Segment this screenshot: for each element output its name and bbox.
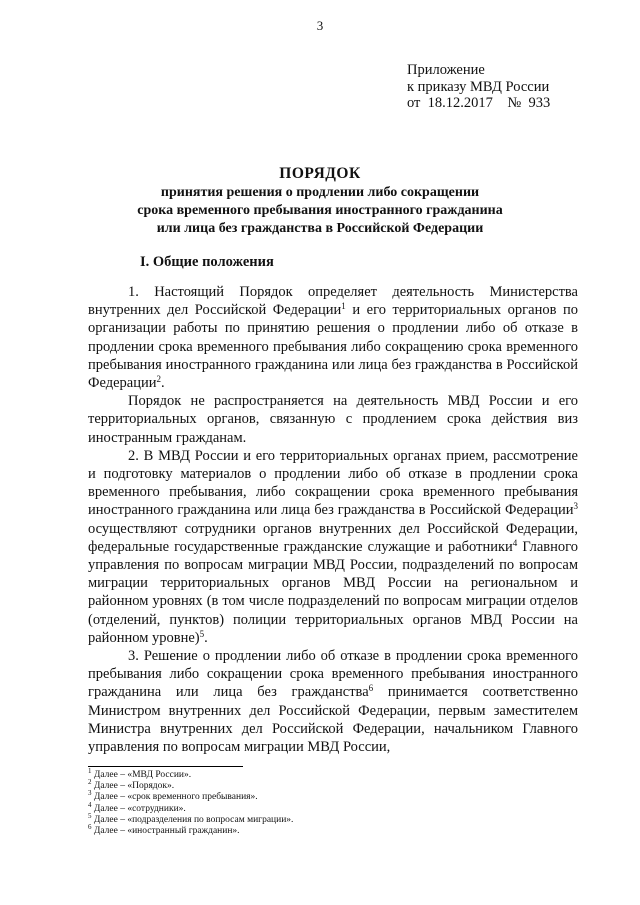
paragraph-3 bbox=[88, 447, 578, 647]
footnote bbox=[88, 767, 293, 781]
footnotes bbox=[88, 767, 294, 837]
order-number: 933 bbox=[528, 95, 551, 111]
number-prefix: № bbox=[507, 95, 522, 111]
appendix-order-ref: к приказу МВД России bbox=[407, 78, 550, 95]
body-text bbox=[88, 283, 578, 756]
footnote-number: 5 bbox=[88, 811, 92, 820]
paragraph-2: Порядок не распространяется на деятельность МВД России и его территориальных органов, связанную с продлением срока действия виз иностранным гражданам. bbox=[88, 393, 578, 446]
footnote-text: Далее – «подразделения по вопросам миграции». bbox=[93, 814, 294, 825]
title-line-1: принятия решения о продлении либо сокращении bbox=[160, 185, 480, 200]
footnote bbox=[88, 778, 293, 792]
paragraph-3-text-c: Главного управления по вопросам миграции МВД России, подразделений по вопросам миграции территориальных органов МВД России на региональном и районном уровнях (в том числе подразделений по вопросам миграции отделов (отделений, пунктов) полиции территориальных органов МВД России на районном уровне) bbox=[88, 538, 578, 646]
paragraph-1-text-a: 1. Настоящий Порядок определяет деятельность Министерства внутренних дел Российской Федерации bbox=[88, 284, 578, 319]
footnote-ref-4: 4 bbox=[512, 537, 518, 548]
footnote-text: Далее – «МВД России». bbox=[93, 770, 192, 780]
footnote-text: Далее – «Порядок». bbox=[93, 781, 175, 792]
document-title bbox=[0, 164, 640, 238]
date-prefix: от bbox=[407, 95, 421, 111]
footnote bbox=[88, 800, 293, 815]
footnote-number: 6 bbox=[88, 823, 92, 832]
paragraph-4 bbox=[88, 647, 578, 756]
footnote-ref-2: 2 bbox=[156, 374, 161, 385]
paragraph-1-text-c: . bbox=[160, 375, 165, 392]
paragraph-1-text-b: и его территориальных органов по организации работы по принятию решения о продлении либо об отказе в продлении срока временного пребывания либо сокращению срока временного пребывания иностранного гражданина или лица без гражданства в Российской Федерации bbox=[88, 302, 578, 392]
footnote-number: 2 bbox=[88, 778, 92, 787]
page-number: 3 bbox=[316, 18, 324, 33]
footnote-text: Далее – «иностранный гражданин». bbox=[93, 826, 240, 837]
footnote-divider bbox=[88, 766, 243, 767]
footnote-ref-6: 6 bbox=[368, 683, 374, 694]
title-line-3: или лица без гражданства в Российской Федерации bbox=[156, 221, 484, 236]
footnote-text: Далее – «сотрудники». bbox=[93, 803, 186, 814]
appendix-date-line bbox=[407, 95, 550, 112]
title-line-2: срока временного пребывания иностранного гражданина bbox=[137, 203, 503, 218]
title-main: ПОРЯДОК bbox=[279, 165, 361, 182]
paragraph-3-text-a: 2. В МВД России и его территориальных органах прием, рассмотрение и подготовку материалов о продлении либо об отказе в продлении срока временного пребывания, либо сокращении срока временного пребывания иностранного гражданина или лица без гражданства в Российской Федерации bbox=[88, 447, 578, 519]
section-heading: I. Общие положения bbox=[140, 254, 274, 270]
footnote-text: Далее – «срок временного пребывания». bbox=[93, 792, 258, 803]
footnote-ref-3: 3 bbox=[573, 501, 578, 512]
footnote bbox=[88, 789, 293, 803]
appendix-block bbox=[407, 62, 550, 112]
appendix-title: Приложение bbox=[407, 62, 485, 78]
order-date: 18.12.2017 bbox=[427, 95, 493, 111]
footnote bbox=[88, 823, 293, 837]
footnote bbox=[88, 811, 294, 826]
footnote-ref-5: 5 bbox=[199, 628, 205, 639]
paragraph-3-text-d: . bbox=[204, 629, 208, 646]
paragraph-4-text-a: 3. Решение о продлении либо об отказе в продлении срока временного пребывания либо сокращении срока временного пребывания иностранного гражданина или лица без гражданства bbox=[88, 648, 578, 701]
footnote-number: 4 bbox=[88, 800, 92, 809]
paragraph-1 bbox=[88, 283, 578, 392]
footnote-ref-1: 1 bbox=[341, 301, 346, 312]
footnote-number: 1 bbox=[88, 767, 92, 775]
footnote-number: 3 bbox=[88, 789, 92, 798]
paragraph-4-text-b: принимается соответственно Министром внутренних дел Российской Федерации, первым заместителем Министра внутренних дел Российской Федерации, начальником Главного управления по вопросам миграции МВД России, bbox=[88, 684, 578, 756]
paragraph-3-text-b: осуществляют сотрудники органов внутренних дел Российской Федерации, федеральные государственные гражданские служащие и работники bbox=[88, 520, 578, 555]
